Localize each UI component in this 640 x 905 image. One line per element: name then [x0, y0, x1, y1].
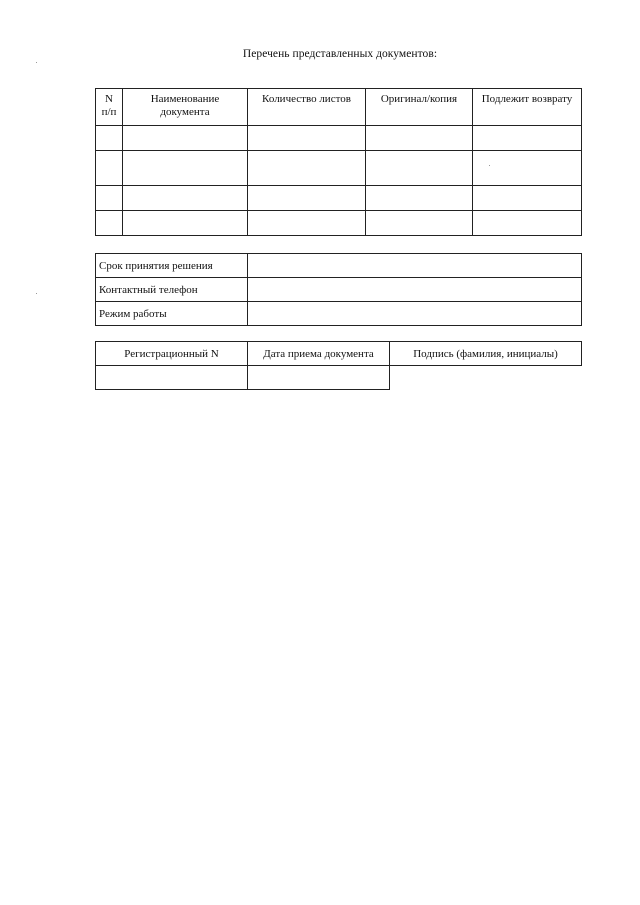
header-registration-number: Регистрационный N	[96, 342, 248, 366]
table-row	[96, 211, 582, 236]
registration-number-value[interactable]	[96, 366, 248, 390]
header-original-copy: Оригинал/копия	[366, 89, 473, 126]
cell[interactable]	[96, 186, 123, 211]
table-row	[96, 151, 582, 186]
decision-deadline-label: Срок принятия решения	[96, 254, 248, 278]
cell[interactable]	[123, 126, 248, 151]
cell[interactable]	[473, 186, 582, 211]
info-row-contact-phone	[96, 278, 582, 302]
contact-phone-label: Контактный телефон	[96, 278, 248, 302]
header-returnable: Подлежит возврату	[473, 89, 582, 126]
header-number: N п/п	[96, 89, 123, 126]
header-signature: Подпись (фамилия, инициалы)	[390, 342, 582, 366]
info-table	[95, 253, 582, 326]
cell[interactable]	[473, 211, 582, 236]
cell[interactable]	[96, 211, 123, 236]
receipt-date-value[interactable]	[248, 366, 390, 390]
signature-blank	[390, 366, 582, 390]
table-row	[96, 186, 582, 211]
cell[interactable]	[96, 151, 123, 186]
cell[interactable]	[248, 126, 366, 151]
cell[interactable]	[473, 126, 582, 151]
cell[interactable]	[248, 151, 366, 186]
scan-speck	[36, 293, 37, 294]
table-row	[96, 366, 582, 390]
table-row	[96, 126, 582, 151]
documents-table-header	[96, 89, 582, 126]
documents-table	[95, 88, 582, 236]
working-hours-label: Режим работы	[96, 302, 248, 326]
contact-phone-value[interactable]	[248, 278, 582, 302]
info-row-working-hours	[96, 302, 582, 326]
cell[interactable]	[123, 151, 248, 186]
cell[interactable]	[366, 126, 473, 151]
header-receipt-date: Дата приема документа	[248, 342, 390, 366]
cell[interactable]	[366, 151, 473, 186]
cell[interactable]	[123, 186, 248, 211]
cell[interactable]	[123, 211, 248, 236]
registration-table	[95, 341, 582, 390]
cell[interactable]	[366, 186, 473, 211]
header-document-name: Наименование документа	[123, 89, 248, 126]
info-row-decision-deadline	[96, 254, 582, 278]
cell[interactable]	[96, 126, 123, 151]
decision-deadline-value[interactable]	[248, 254, 582, 278]
cell[interactable]	[366, 211, 473, 236]
header-sheet-count: Количество листов	[248, 89, 366, 126]
cell[interactable]	[248, 186, 366, 211]
cell[interactable]	[473, 151, 582, 186]
working-hours-value[interactable]	[248, 302, 582, 326]
registration-table-header	[96, 342, 582, 366]
cell[interactable]	[248, 211, 366, 236]
scan-speck	[36, 62, 37, 63]
page-title: Перечень представленных документов:	[242, 48, 438, 60]
